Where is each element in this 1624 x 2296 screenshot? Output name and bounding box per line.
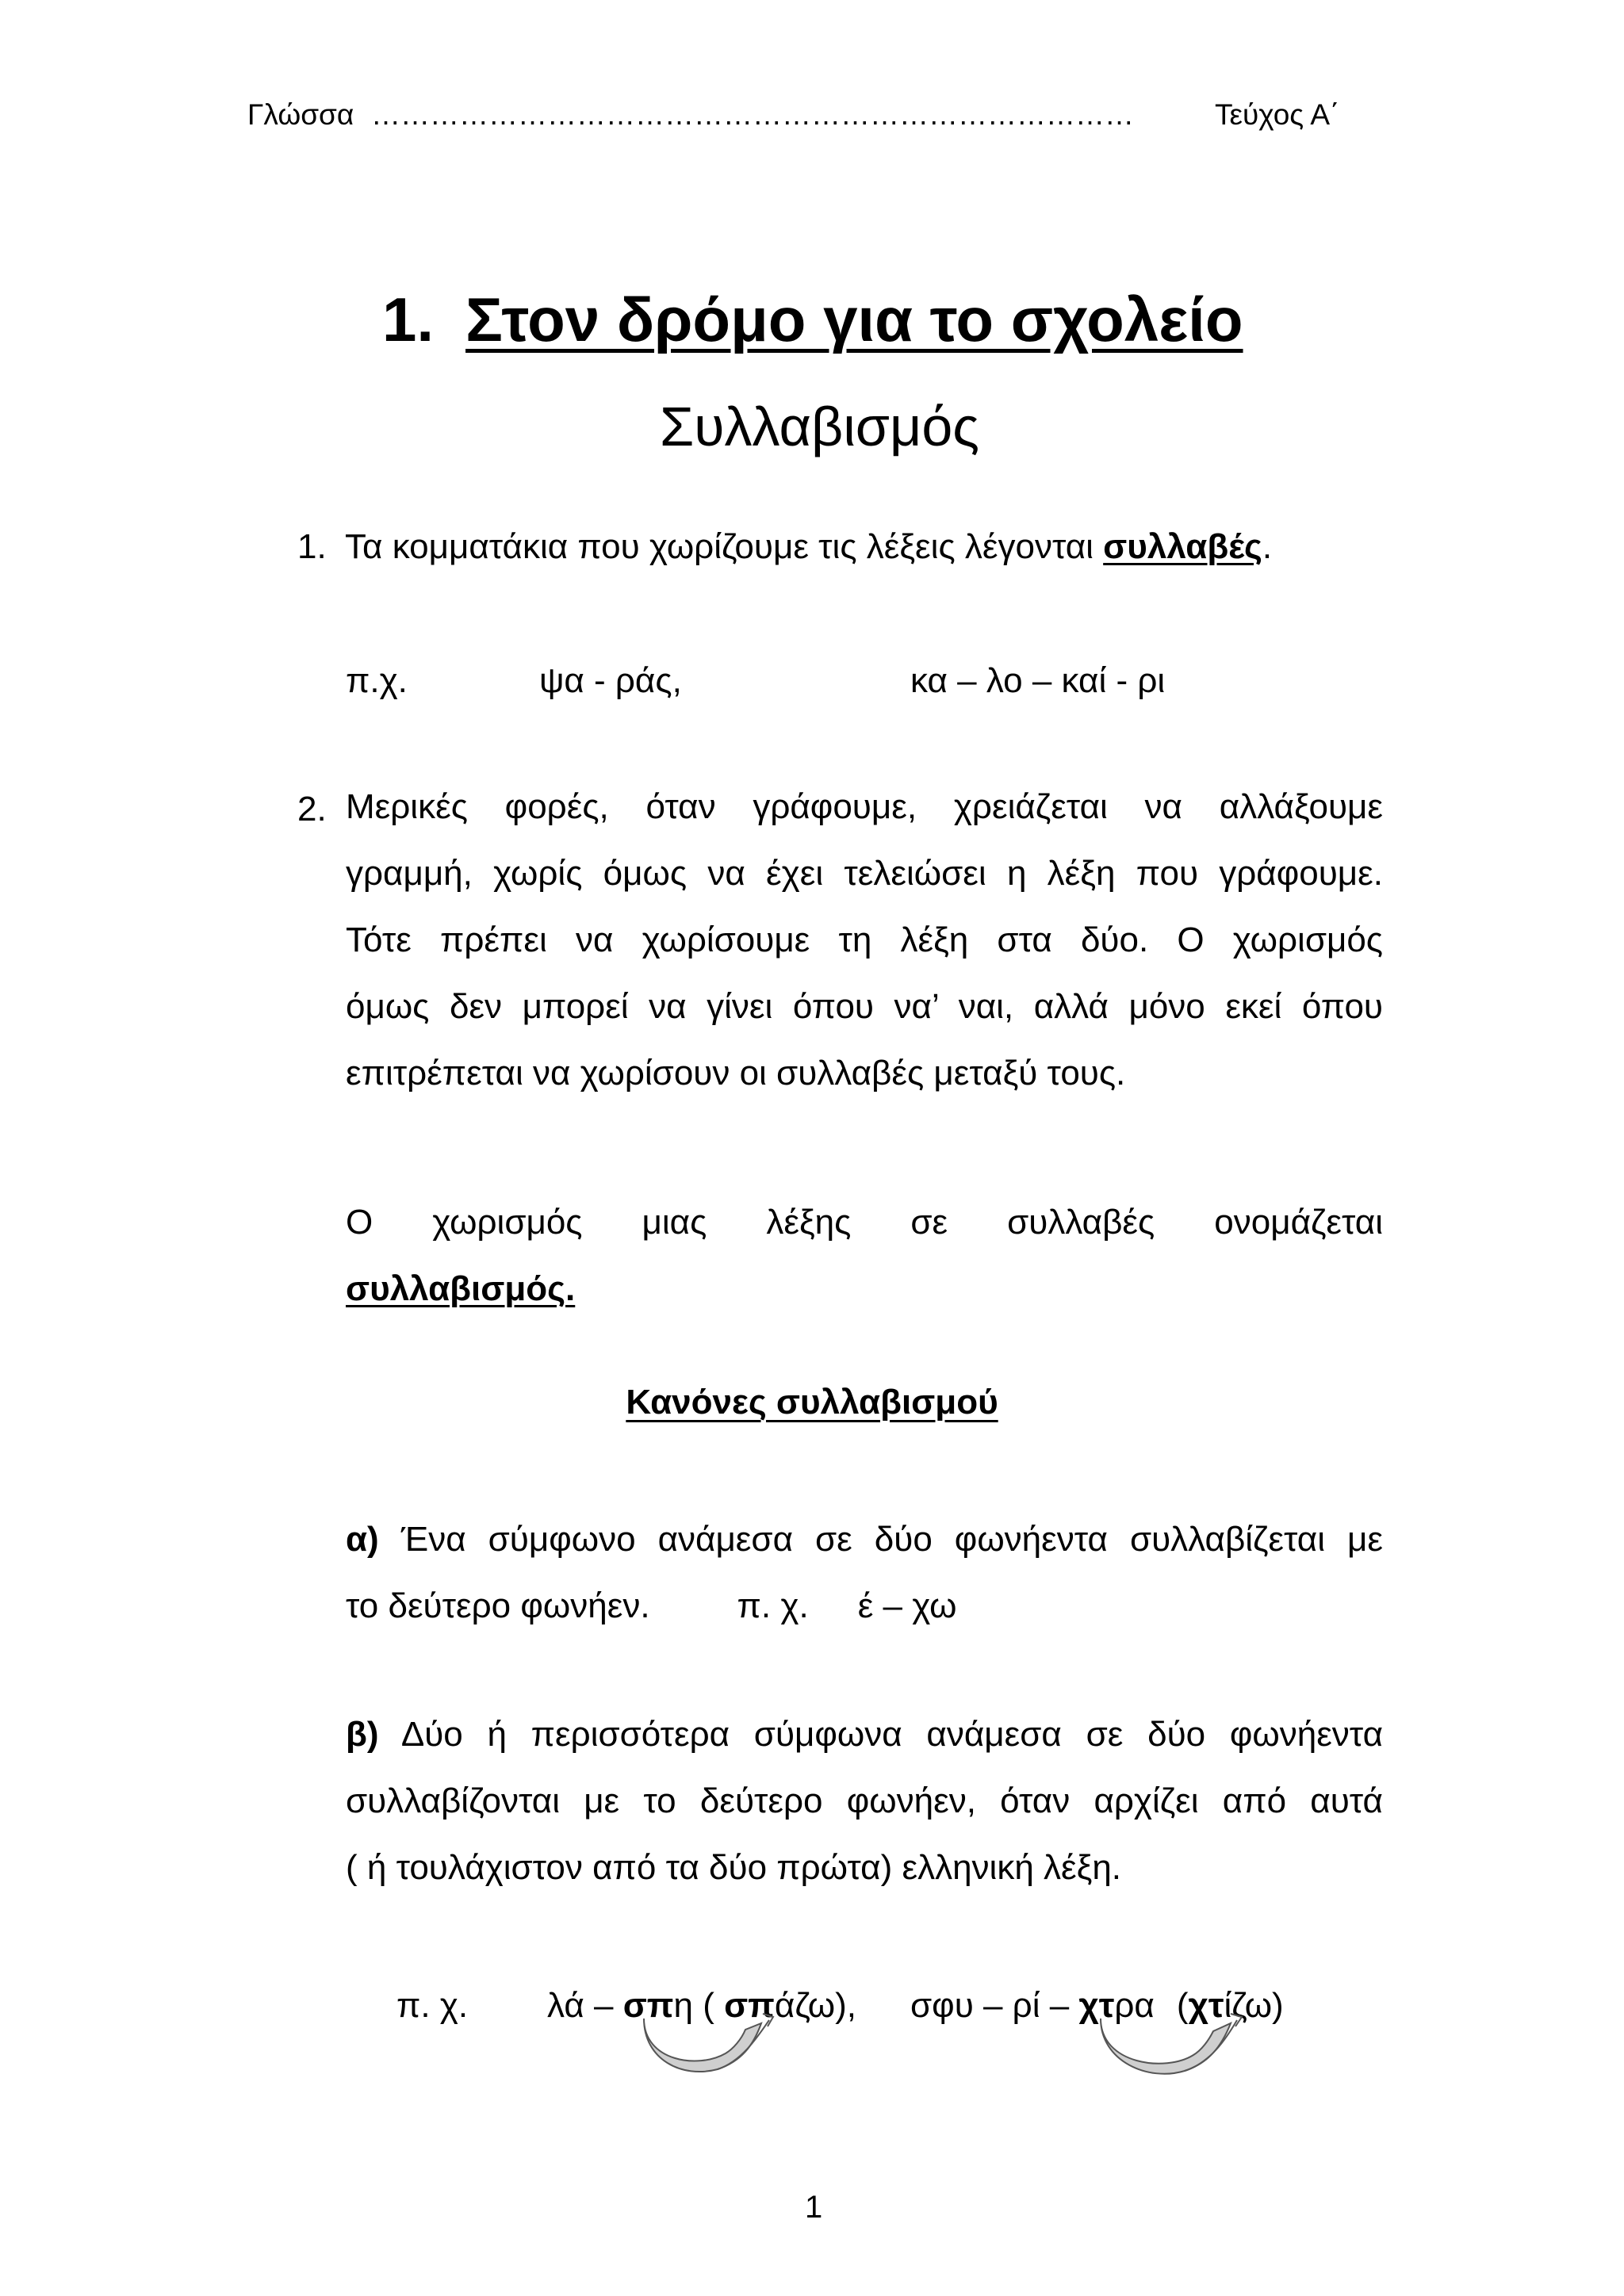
page-subtitle: Συλλαβισμός	[660, 396, 979, 457]
header-dots: ……………………………………………………………………	[371, 98, 1134, 131]
ex-b-w2a: σφυ – ρί –	[910, 1986, 1079, 2025]
ex-b-cluster-4: χτ	[1188, 1986, 1224, 2025]
item1-end: .	[1262, 527, 1273, 566]
rule-a-label: α)	[346, 1520, 379, 1559]
example1-word1: ψα - ράς,	[539, 661, 682, 700]
example-b-label: π. χ.	[396, 1986, 469, 2025]
list-number-2: 2.	[297, 790, 327, 828]
definition-line: Ο χωρισμός μιας λέξης σε συλλαβές ονομάζεται	[346, 1203, 1383, 1242]
rule-b-label: β)	[346, 1715, 379, 1754]
list-number: 1.	[297, 527, 327, 566]
ex-b-w1c: η (	[673, 1986, 725, 2025]
item2-line-4: όμως δεν μπορεί να γίνει όπου να’ ναι, αλλά μόνο εκεί όπου	[346, 987, 1383, 1026]
arrow-1-icon	[644, 2014, 773, 2072]
rule-a-text-2: το δεύτερο φωνήεν.	[346, 1586, 650, 1625]
title-number: 1.	[382, 285, 435, 354]
rule-a-example: έ – χω	[857, 1586, 957, 1625]
ex-b-cluster-3: χτ	[1078, 1986, 1115, 2025]
rule-b-line-2: συλλαβίζονται με το δεύτερο φωνήεν, όταν αρχίζει από αυτά	[346, 1781, 1383, 1820]
example1-word2: κα – λο – καί - ρι	[910, 661, 1166, 700]
item2-line-2: γραμμή, χωρίς όμως να έχει τελειώσει η λέξη που γράφουμε.	[346, 854, 1383, 893]
item2-line-5: επιτρέπεται να χωρίσουν οι συλλαβές μεταξύ τους.	[346, 1054, 1126, 1093]
term-syllables: συλλαβές	[1103, 527, 1262, 566]
ex-b-w2d: (	[1176, 1986, 1189, 2025]
rule-a-text-1: Ένα σύμφωνο ανάμεσα σε δύο φωνήεντα συλλαβίζεται με	[400, 1520, 1383, 1559]
page-number: 1	[805, 2190, 823, 2225]
item1-text: Τα κομματάκια που χωρίζουμε τις λέξεις λέγονται	[345, 527, 1094, 566]
header-issue: Τεύχος Α΄	[1215, 98, 1340, 131]
ex-b-w1a: λά –	[547, 1986, 623, 2025]
ex-b-w2f: ίζω)	[1224, 1986, 1284, 2025]
item2-line-1: Μερικές φορές, όταν γράφουμε, χρειάζεται να αλλάξουμε	[346, 787, 1383, 826]
rules-heading: Κανόνες συλλαβισμού	[626, 1383, 998, 1422]
ex-b-cluster-2: σπ	[724, 1986, 775, 2025]
example1-label: π.χ.	[346, 661, 408, 700]
rule-a-example-label: π. χ.	[737, 1586, 809, 1625]
ex-b-cluster-1: σπ	[622, 1986, 674, 2025]
item2-line-3: Τότε πρέπει να χωρίσουμε τη λέξη στα δύο. Ο χωρισμός	[346, 920, 1383, 959]
ex-b-w1e: άζω),	[774, 1986, 856, 2025]
header-subject: Γλώσσα	[247, 98, 354, 131]
ex-b-w2c: ρα	[1114, 1986, 1155, 2025]
term-syllabification: συλλαβισμός.	[346, 1269, 576, 1308]
arrow-2-icon	[1101, 2014, 1242, 2074]
rule-b-line-3: ( ή τουλάχιστον από τα δύο πρώτα) ελληνική λέξη.	[346, 1848, 1122, 1887]
title-text: Στον δρόμο για το σχολείο	[465, 285, 1243, 354]
rule-b-text-1: Δύο ή περισσότερα σύμφωνα ανάμεσα σε δύο φωνήεντα	[400, 1715, 1383, 1754]
